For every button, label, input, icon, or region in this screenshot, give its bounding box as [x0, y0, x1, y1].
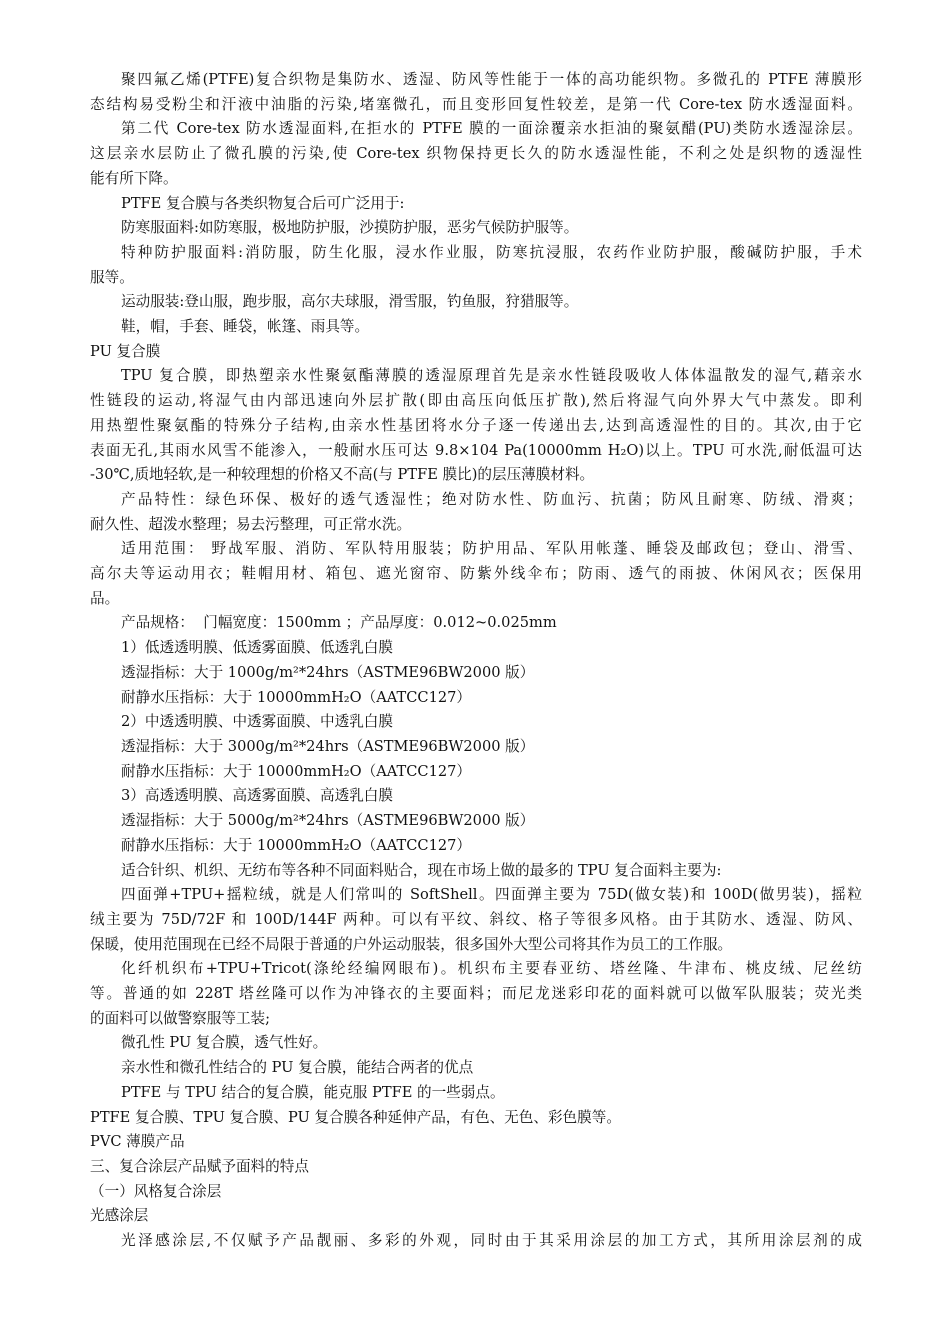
text-line: 用热塑性聚氨酯的特殊分子结构,由亲水性基团将水分子逐一传递出去,达到高透湿性的目的。其次,由于它 [90, 416, 862, 434]
text-line: PTFE 复合膜、TPU 复合膜、PU 复合膜各种延伸产品，有色、无色、彩色膜等。 [90, 1108, 621, 1126]
text-line: 品。 [90, 589, 120, 607]
text-line: 1）低透透明膜、低透雾面膜、低透乳白膜 [121, 639, 393, 657]
text-line: 的面料可以做警察服等工装; [90, 1009, 271, 1027]
text-line: 微孔性 PU 复合膜，透气性好。 [121, 1034, 328, 1052]
text-line: PTFE 与 TPU 结合的复合膜，能克服 PTFE 的一些弱点。 [121, 1083, 505, 1101]
text-line: 透湿指标：大于 1000g/m²*24hrs（ASTME96BW2000 版） [121, 663, 535, 681]
text-line: 聚四氟乙烯(PTFE)复合织物是集防水、透湿、防风等性能于一体的高功能织物。多微孔的 PTFE 薄膜形 [121, 71, 862, 88]
text-line: 运动服装:登山服，跑步服，高尔夫球服，滑雪服，钓鱼服，狩猎服等。 [121, 293, 579, 311]
text-line: 产品特性：绿色环保、极好的透气透湿性；绝对防水性、防血污、抗菌；防风且耐寒、防绒、滑爽； [121, 490, 862, 508]
text-line: 能有所下降。 [90, 169, 178, 187]
text-line: 绒主要为 75D/72F 和 100D/144F 两种。可以有平纹、斜纹、格子等很多风格。由于其防水、透湿、防风、 [90, 910, 862, 928]
text-line: TPU 复合膜，即热塑亲水性聚氨酯薄膜的透湿原理首先是亲水性链段吸收人体体温散发的湿气,藉亲水 [121, 367, 862, 385]
text-line: 产品规格： 门幅宽度：1500mm ；产品厚度：0.012~0.025mm [121, 614, 557, 632]
text-line: 等。普通的如 228T 塔丝隆可以作为冲锋衣的主要面料；而尼龙迷彩印花的面料就可以做军队服装；荧光类 [90, 985, 862, 1003]
text-line: 光泽感涂层,不仅赋予产品靓丽、多彩的外观，同时由于其采用涂层的加工方式，其所用涂层剂的成 [121, 1232, 862, 1250]
text-line: 3）高透透明膜、高透雾面膜、高透乳白膜 [121, 787, 393, 805]
text-line: 保暖，使用范围现在已经不局限于普通的户外运动服装，很多国外大型公司将其作为员工的工作服。 [90, 935, 733, 953]
text-line: PVC 薄膜产品 [90, 1133, 185, 1151]
text-line: 防寒服面料:如防寒服，极地防护服，沙摸防护服，恶劣气候防护服等。 [121, 219, 579, 237]
text-line: 耐静水压指标：大于 10000mmH₂O（AATCC127） [121, 762, 472, 780]
text-line: 服等。 [90, 268, 134, 286]
text-line: 四面弹+TPU+摇粒绒，就是人们常叫的 SoftShell。四面弹主要为 75D(做女装)和 100D(做男装)，摇粒 [121, 886, 862, 904]
text-line: 态结构易受粉尘和汗液中油脂的污染,堵塞微孔，而且变形回复性较差，是第一代 Core-tex 防水透湿面料。 [90, 95, 862, 113]
text-line: -30℃,质地轻软,是一种较理想的价格又不高(与 PTFE 膜比)的层压薄膜材料。 [90, 466, 595, 484]
text-line: 表面无孔,其雨水风雪不能渗入，一般耐水压可达 9.8×104 Pa(10000mm H₂O)以上。TPU 可水洗,耐低温可达 [90, 441, 862, 459]
text-line: 第二代 Core-tex 防水透湿面料,在拒水的 PTFE 膜的一面涂覆亲水拒油的聚氨醋(PU)类防水透湿涂层。 [121, 120, 862, 138]
text-line: 透湿指标：大于 5000g/m²*24hrs（ASTME96BW2000 版） [121, 812, 535, 830]
text-line: 适合针织、机织、无纺布等各种不同面料贴合，现在市场上做的最多的 TPU 复合面料主要为: [121, 861, 722, 879]
text-line: 亲水性和微孔性结合的 PU 复合膜，能结合两者的优点 [121, 1059, 474, 1077]
text-line: 化纤机织布+TPU+Tricot(涤纶经编网眼布)。机织布主要春亚纺、塔丝隆、牛津布、桃皮绒、尼丝纺 [121, 960, 862, 978]
text-line: 性链段的运动,将湿气由内部迅速向外层扩散(即由高压向低压扩散),然后将湿气向外界大气中蒸发。即利 [90, 392, 862, 410]
text-line: PTFE 复合膜与各类织物复合后可广泛用于: [121, 194, 405, 212]
text-line: 适用范围： 野战军服、消防、军队特用服装；防护用品、军队用帐蓬、睡袋及邮政包；登山、滑雪、 [121, 540, 862, 558]
text-line: （一）风格复合涂层 [90, 1182, 222, 1200]
text-line: 透湿指标：大于 3000g/m²*24hrs（ASTME96BW2000 版） [121, 737, 535, 755]
text-line: 耐久性、超泼水整理；易去污整理，可正常水洗。 [90, 515, 412, 533]
document-page [90, 68, 862, 1254]
text-line: 光感涂层 [90, 1207, 149, 1225]
text-line: 特种防护服面料:消防服，防生化服，浸水作业服，防寒抗浸服，农药作业防护服，酸碱防护服，手术 [121, 243, 862, 261]
text-line: 鞋，帽，手套、睡袋，帐篷、雨具等。 [121, 318, 370, 336]
text-line: 耐静水压指标：大于 10000mmH₂O（AATCC127） [121, 688, 472, 706]
text-line: 高尔夫等运动用衣；鞋帽用材、箱包、遮光窗帘、防紫外线伞布；防雨、透气的雨披、休闲风衣；医保用 [90, 565, 862, 583]
text-line: 耐静水压指标：大于 10000mmH₂O（AATCC127） [121, 836, 472, 854]
text-line: PU 复合膜 [90, 342, 161, 360]
text-line: 2）中透透明膜、中透雾面膜、中透乳白膜 [121, 713, 393, 731]
text-line: 这层亲水层防止了微孔膜的污染,使 Core-tex 织物保持更长久的防水透湿性能，不利之处是织物的透湿性 [90, 145, 862, 163]
text-line: 三、复合涂层产品赋予面料的特点 [90, 1157, 309, 1175]
